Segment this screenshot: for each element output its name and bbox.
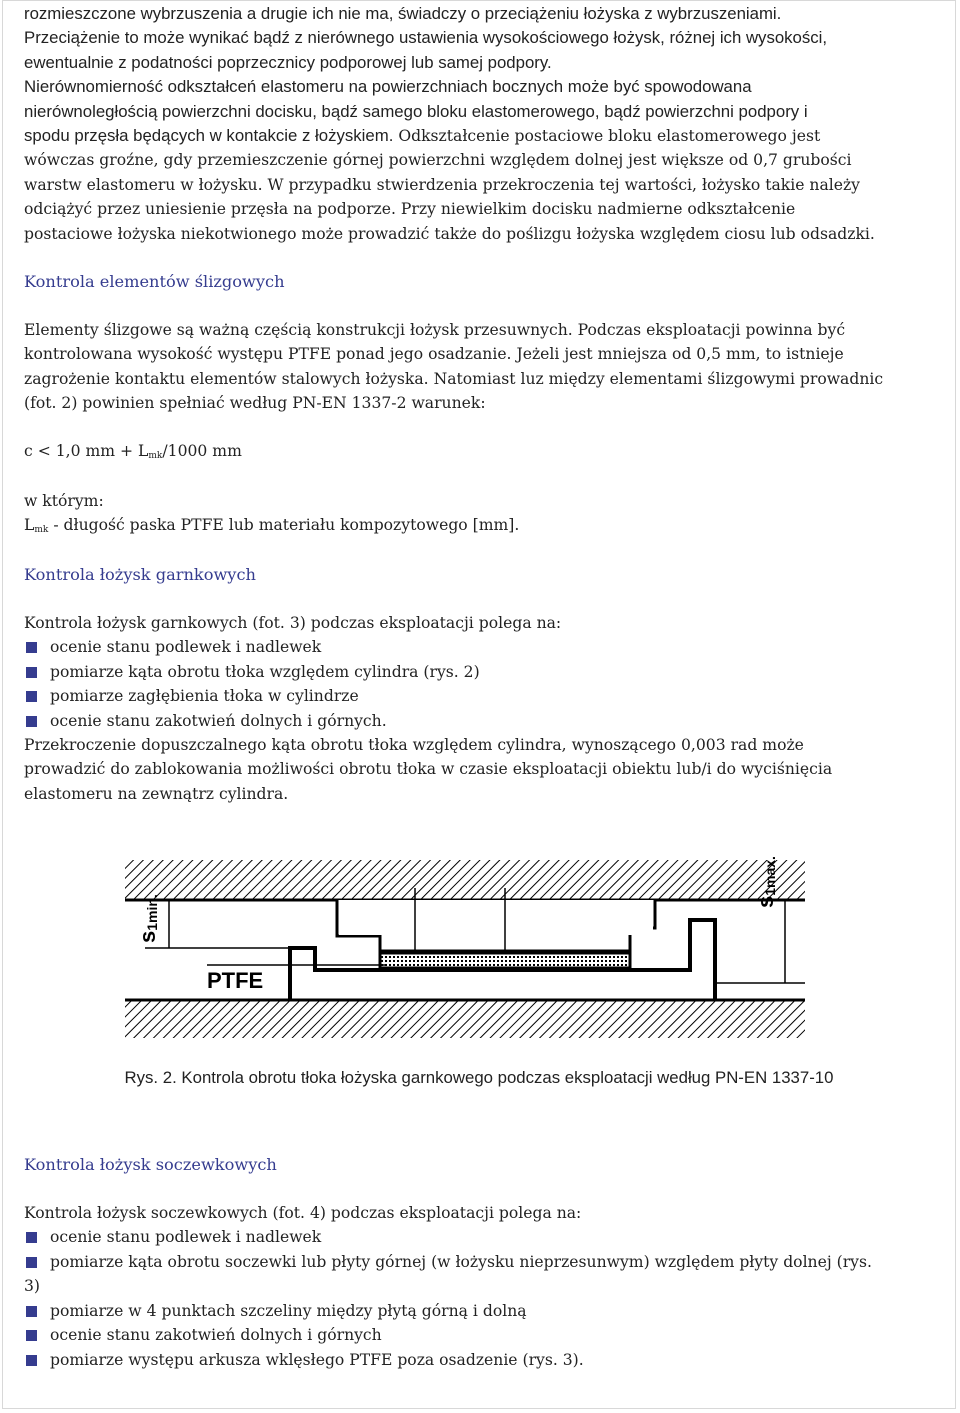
text-line: ewentualnie z podatności poprzecznicy podporowej lub samej podpory.: [24, 52, 552, 72]
bullet-square-icon: [26, 1232, 37, 1243]
text-line: Przekroczenie dopuszczalnego kąta obrotu tłoka względem cylindra, wynoszącego 0,003 rad może: [24, 736, 804, 754]
formula-suffix: /1000 mm: [162, 442, 242, 460]
text-span: Odkształcenie postaciowe bloku elastomerowego jest: [393, 127, 821, 146]
bullet-square-icon: [26, 716, 37, 727]
list-item: [24, 1225, 934, 1250]
ptfe-layer: [380, 953, 630, 968]
list-item-text: ocenie stanu zakotwień dolnych i górnych.: [50, 711, 387, 730]
definition-subscript: mk: [34, 525, 49, 535]
text-span: spodu przęsła będących w kontakcie z łożyskiem.: [24, 126, 394, 146]
list-item-text: ocenie stanu podlewek i nadlewek: [50, 1228, 322, 1246]
where-label: w którym:: [24, 492, 104, 510]
list-item-text: pomiarze w 4 punktach szczeliny między płytą górną i dolną: [50, 1301, 527, 1320]
list-item-text: ocenie stanu podlewek i nadlewek: [50, 638, 322, 656]
text-line: Elementy ślizgowe są ważną częścią konstrukcji łożysk przesuwnych. Podczas eksploatacji powinna być: [24, 321, 846, 339]
piston-top-fill: [339, 901, 653, 935]
list-item: [24, 660, 924, 685]
text-line: elastomeru na zewnątrz cylindra.: [24, 784, 289, 803]
definition-line: [24, 513, 519, 542]
bullet-square-icon: [26, 1355, 37, 1366]
text-line: prowadzić do zablokowania możliwości obrotu tłoka w czasie eksploatacji obiektu lub/i do wyciśnięcia: [24, 760, 833, 779]
section-heading-sliding: Kontrola elementów ślizgowych: [24, 272, 285, 291]
pot-list: [24, 635, 924, 733]
bullet-square-icon: [26, 642, 37, 653]
text-line-mixed: [24, 124, 944, 148]
list-item-continuation: 3): [24, 1277, 41, 1296]
bullet-square-icon: [26, 1330, 37, 1341]
pot-bearing-drawing: [125, 848, 825, 1048]
list-item-text: ocenie stanu zakotwień dolnych i górnych: [50, 1326, 382, 1345]
formula-subscript: mk: [148, 451, 163, 461]
intro-paragraph: [24, 2, 944, 246]
list-item: [24, 1299, 934, 1324]
upper-plate-hatch: [125, 860, 805, 900]
text-line: (fot. 2) powinien spełniać według PN-EN 1337-2 warunek:: [24, 394, 486, 413]
list-item: [24, 1323, 934, 1348]
spherical-intro: Kontrola łożysk soczewkowych (fot. 4) podczas eksploatacji polega na:: [24, 1204, 582, 1222]
pot-paragraph: [24, 733, 944, 806]
label-s1max: s1max.: [753, 856, 778, 908]
list-item: [24, 709, 924, 734]
text-line: odciążyć przez uniesienie przęsła na podporze. Przy niewielkim docisku nadmierne odkształcenie: [24, 200, 796, 219]
label-ptfe: PTFE: [207, 968, 264, 993]
bullet-square-icon: [26, 691, 37, 702]
list-item: [24, 684, 924, 709]
list-item-text: pomiarze występu arkusza wklęsłego PTFE poza osadzenie (rys. 3).: [50, 1350, 584, 1369]
text-line: zagrożenie kontaktu elementów stalowych łożyska. Natomiast luz między elementami ślizgowymi prowadnic: [24, 369, 884, 388]
figure-caption: Rys. 2. Kontrola obrotu tłoka łożyska garnkowego podczas eksploatacji według PN-EN 1337-10: [124, 1068, 834, 1087]
lower-plate-hatch: [125, 1000, 805, 1038]
text-line: rozmieszczone wybrzuszenia a drugie ich nie ma, świadczy o przeciążeniu łożyska z wybrzuszeniami.: [24, 4, 782, 23]
bullet-square-icon: [26, 1257, 37, 1268]
section-heading-spherical: Kontrola łożysk soczewkowych: [24, 1155, 277, 1174]
formula: [24, 439, 242, 468]
list-item: [24, 1250, 934, 1275]
spherical-list: [24, 1225, 934, 1373]
text-line: kontrolowana wysokość występu PTFE ponad jego osadzanie. Jeżeli jest mniejsza od 0,5 mm, to istnieje: [24, 345, 844, 364]
text-line: Przeciążenie to może wynikać bądź z nierównego ustawienia wysokościowego łożysk, różnej ich wysokości,: [24, 28, 828, 48]
text-line: Nierównomierność odkształceń elastomeru na powierzchniach bocznych może być spowodowana: [24, 77, 752, 97]
list-item-text: pomiarze kąta obrotu tłoka względem cylindra (rys. 2): [50, 662, 480, 681]
label-s1min: s1min.: [135, 894, 160, 943]
list-item-text: pomiarze kąta obrotu soczewki lub płyty górnej (w łożysku nieprzesunwym) względem płyty dolnej (rys.: [50, 1252, 872, 1271]
section-heading-pot: Kontrola łożysk garnkowych: [24, 565, 256, 584]
text-line: wówczas groźne, gdy przemieszczenie górnej powierzchni względem dolnej jest większe od 0,7 grubości: [24, 151, 852, 170]
bullet-square-icon: [26, 667, 37, 678]
text-line: postaciowe łożyska niekotwionego może prowadzić także do poślizgu łożyska względem ciosu lub odsadzki.: [24, 224, 875, 243]
definition-text: - długość paska PTFE lub materiału kompozytowego [mm].: [48, 516, 520, 534]
sliding-paragraph: [24, 318, 944, 416]
text-line: nierównoległością powierzchni docisku, bądź samego bloku elastomerowego, bądź powierzchni podpory i: [24, 101, 808, 121]
formula-prefix: c < 1,0 mm + L: [24, 442, 149, 460]
text-line: warstw elastomeru w łożysku. W przypadku stwierdzenia przekroczenia tej wartości, łożysko takie należy: [24, 175, 860, 194]
list-item: [24, 635, 924, 660]
list-item-text: pomiarze zagłębienia tłoka w cylindrze: [50, 687, 359, 706]
pot-intro: Kontrola łożysk garnkowych (fot. 3) podczas eksploatacji polega na:: [24, 614, 562, 632]
list-item: [24, 1348, 934, 1373]
bullet-square-icon: [26, 1306, 37, 1317]
definition-symbol: L: [24, 516, 35, 534]
